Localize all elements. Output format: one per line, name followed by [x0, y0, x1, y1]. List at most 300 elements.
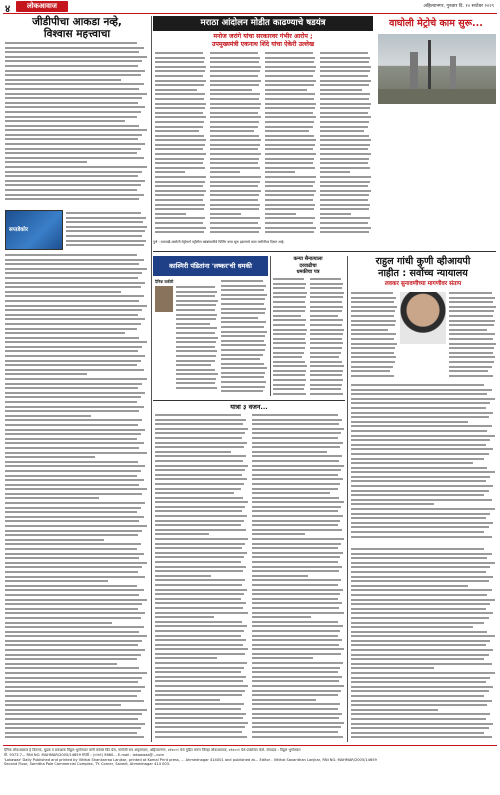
- text-line: [252, 566, 342, 568]
- text-line: [252, 538, 344, 540]
- text-line: [252, 442, 343, 444]
- text-line: [5, 520, 139, 522]
- text-line: [351, 640, 490, 642]
- text-line: [252, 529, 342, 531]
- text-line: [155, 699, 220, 701]
- text-line: [155, 135, 204, 137]
- text-line: [5, 654, 141, 656]
- text-line: [273, 352, 304, 354]
- text-line: [155, 561, 241, 563]
- text-line: [5, 456, 95, 458]
- text-line: [155, 497, 243, 499]
- text-line: [265, 227, 316, 229]
- text-line: [5, 484, 139, 486]
- text-line: [5, 603, 142, 605]
- text-line: [5, 83, 144, 85]
- text-line: [155, 524, 241, 526]
- text-line: [351, 663, 492, 665]
- text-line: [449, 356, 495, 358]
- text-line: [351, 713, 490, 715]
- text-line: [5, 401, 137, 403]
- text-line: [5, 433, 141, 435]
- text-line: [5, 534, 138, 536]
- text-line: [210, 112, 258, 114]
- text-line: [155, 529, 246, 531]
- text-line: [221, 390, 263, 392]
- text-line: [155, 112, 203, 114]
- text-line: [5, 672, 147, 674]
- text-line: [351, 471, 495, 473]
- text-line: [351, 580, 489, 582]
- text-line: [5, 566, 142, 568]
- text-line: [155, 538, 248, 540]
- text-line: [320, 112, 368, 114]
- text-line: [351, 526, 489, 528]
- text-line: [210, 70, 260, 72]
- maratha-subhead: [153, 33, 373, 49]
- text-line: [5, 97, 142, 99]
- text-line: [351, 594, 487, 596]
- text-line: [252, 451, 327, 453]
- text-line: [155, 584, 242, 586]
- text-line: [210, 171, 240, 173]
- text-line: [155, 492, 234, 494]
- text-line: [155, 478, 247, 480]
- text-line: [265, 144, 315, 146]
- kanya-headline-line1: कन्या सैनात्याला: [293, 256, 323, 262]
- text-line: [252, 483, 340, 485]
- text-line: [210, 66, 261, 68]
- text-line: [155, 671, 241, 673]
- text-line: [155, 520, 244, 522]
- text-line: [351, 635, 495, 637]
- text-line: [5, 677, 142, 679]
- text-line: [320, 158, 369, 160]
- text-line: [320, 231, 369, 233]
- text-line: [449, 375, 493, 377]
- paper-name: लोकआवाज: [27, 2, 57, 10]
- text-line: [155, 57, 205, 59]
- text-line: [265, 93, 315, 95]
- text-line: [351, 513, 490, 515]
- text-line: [5, 65, 138, 67]
- rahul-headline-line1: राहुल गांधी कुणी व्हीआयपी: [375, 256, 471, 267]
- text-line: [5, 392, 145, 394]
- text-line: [5, 134, 142, 136]
- text-line: [310, 342, 343, 344]
- text-line: [155, 116, 206, 118]
- text-line: [5, 718, 138, 720]
- text-line: [252, 506, 341, 508]
- lower-rule: [153, 400, 345, 401]
- text-line: [351, 310, 395, 312]
- text-line: [5, 608, 138, 610]
- text-line: [5, 166, 147, 168]
- rahul-col-3: [351, 384, 496, 544]
- text-line: [66, 230, 145, 232]
- text-line: [351, 467, 487, 469]
- text-line: [351, 631, 487, 633]
- text-line: [351, 536, 492, 538]
- text-line: [176, 323, 210, 325]
- text-line: [155, 455, 246, 457]
- text-line: [210, 153, 261, 155]
- text-line: [5, 470, 141, 472]
- text-line: [320, 227, 371, 229]
- text-line: [320, 121, 369, 123]
- text-line: [5, 419, 142, 421]
- metro-photo-ground: [378, 89, 496, 104]
- text-line: [155, 662, 247, 664]
- text-line: [252, 575, 308, 577]
- text-line: [5, 171, 142, 173]
- text-line: [252, 469, 341, 471]
- text-line: [351, 347, 395, 349]
- text-line: [155, 616, 214, 618]
- text-line: [5, 369, 144, 371]
- text-line: [221, 381, 266, 383]
- text-line: [252, 460, 339, 462]
- text-line: [351, 548, 484, 550]
- text-line: [155, 579, 245, 581]
- rahul-subhead: लवकर सुनावणीच्या मागणीवर संताप: [384, 281, 462, 287]
- metro-photo-pillar: [410, 52, 418, 92]
- text-line: [351, 430, 487, 432]
- text-line: [252, 662, 343, 664]
- text-line: [252, 501, 344, 503]
- text-line: [265, 208, 314, 210]
- text-line: [155, 442, 247, 444]
- text-line: [176, 364, 211, 366]
- text-line: [252, 703, 340, 705]
- text-line: [155, 657, 217, 659]
- text-line: [273, 338, 305, 340]
- text-line: [310, 388, 341, 390]
- text-line: [252, 428, 344, 430]
- text-line: [351, 672, 495, 674]
- text-line: [5, 640, 142, 642]
- text-line: [252, 602, 342, 604]
- text-line: [351, 727, 489, 729]
- text-line: [252, 561, 338, 563]
- text-line: [176, 314, 217, 316]
- kanya-col-1: [273, 278, 307, 398]
- text-line: [5, 663, 117, 665]
- maratha-headline-box: [153, 16, 373, 31]
- text-line: [351, 522, 493, 524]
- text-line: [320, 181, 370, 183]
- text-line: [5, 355, 145, 357]
- text-line: [210, 167, 260, 169]
- text-line: [351, 333, 396, 335]
- text-line: [5, 378, 147, 380]
- text-line: [155, 533, 209, 535]
- text-line: [176, 327, 217, 329]
- text-line: [5, 465, 145, 467]
- text-line: [5, 120, 125, 122]
- text-line: [252, 515, 343, 517]
- text-line: [265, 112, 313, 114]
- text-line: [210, 194, 259, 196]
- text-line: [155, 181, 205, 183]
- text-line: [5, 635, 147, 637]
- text-line: [320, 93, 370, 95]
- text-line: [5, 736, 144, 738]
- text-line: [210, 158, 259, 160]
- text-line: [252, 708, 338, 710]
- text-line: [155, 158, 204, 160]
- text-line: [351, 585, 468, 587]
- text-line: [5, 599, 147, 601]
- text-line: [273, 393, 306, 395]
- text-line: [5, 161, 87, 163]
- text-line: [5, 709, 147, 711]
- text-line: [265, 153, 316, 155]
- text-line: [351, 412, 493, 414]
- text-line: [221, 363, 264, 365]
- text-line: [449, 370, 488, 372]
- text-line: [273, 306, 306, 308]
- ad-saptdecor: [5, 210, 63, 250]
- text-line: [155, 70, 205, 72]
- text-line: [351, 306, 397, 308]
- text-line: [221, 340, 264, 342]
- text-line: [351, 531, 484, 533]
- text-line: [351, 562, 495, 564]
- text-line: [5, 589, 144, 591]
- text-line: [320, 84, 369, 86]
- text-line: [265, 57, 315, 59]
- text-line: [5, 571, 138, 573]
- text-line: [210, 89, 252, 91]
- metro-rule: [153, 251, 496, 252]
- kanya-col-2: [310, 278, 344, 398]
- text-line: [5, 562, 147, 564]
- text-line: [351, 654, 489, 656]
- text-line: [449, 310, 494, 312]
- text-line: [252, 648, 344, 650]
- text-line: [273, 278, 304, 280]
- text-line: [155, 621, 242, 623]
- text-line: [265, 217, 315, 219]
- text-line: [320, 204, 370, 206]
- text-line: [155, 676, 246, 678]
- text-line: [265, 231, 314, 233]
- text-line: [155, 717, 243, 719]
- text-line: [351, 320, 396, 322]
- rahul-photo: [400, 292, 446, 344]
- text-line: [310, 287, 342, 289]
- text-line: [155, 685, 248, 687]
- text-line: [5, 704, 121, 706]
- text-line: [155, 465, 248, 467]
- text-line: [273, 374, 305, 376]
- text-line: [5, 649, 145, 651]
- text-line: [351, 398, 495, 400]
- text-line: [265, 116, 316, 118]
- text-line: [252, 593, 340, 595]
- text-line: [320, 52, 368, 54]
- text-line: [351, 480, 486, 482]
- text-line: [155, 423, 243, 425]
- text-line: [449, 324, 494, 326]
- text-line: [155, 66, 206, 68]
- text-line: [252, 552, 343, 554]
- text-line: [210, 199, 258, 201]
- text-line: [5, 713, 142, 715]
- text-line: [265, 107, 315, 109]
- text-line: [5, 56, 147, 58]
- text-line: [221, 289, 264, 291]
- text-line: [155, 185, 203, 187]
- text-line: [252, 533, 305, 535]
- text-line: [351, 576, 493, 578]
- text-line: [310, 315, 338, 317]
- text-line: [351, 599, 495, 601]
- article-gdp-title-line1: जीडीपीचा आकडा नव्हे,: [32, 16, 122, 28]
- text-line: [310, 329, 344, 331]
- text-line: [252, 607, 339, 609]
- text-line: [5, 681, 138, 683]
- text-line: [252, 680, 339, 682]
- text-line: [351, 736, 492, 738]
- text-line: [155, 84, 204, 86]
- text-line: [155, 446, 244, 448]
- text-line: [5, 111, 141, 113]
- text-line: [155, 52, 203, 54]
- text-line: [66, 212, 141, 214]
- text-line: [221, 376, 264, 378]
- text-line: [221, 280, 263, 282]
- text-line: [5, 410, 139, 412]
- text-line: [5, 332, 125, 334]
- rahul-headline: [350, 256, 496, 288]
- text-line: [265, 213, 296, 215]
- text-line: [449, 366, 492, 368]
- text-line: [5, 259, 144, 261]
- text-line: [176, 300, 218, 302]
- text-line: [5, 644, 138, 646]
- text-line: [351, 476, 490, 478]
- masthead-logo-box: [16, 1, 68, 12]
- text-line: [252, 488, 338, 490]
- footer-line4: Second Floor, Sarnitha Pole Commercial Complex, TY. Corner, Savedi, Ahmednagar 414 003.: [4, 762, 171, 767]
- text-line: [351, 416, 489, 418]
- text-line: [351, 571, 486, 573]
- text-line: [351, 494, 484, 496]
- text-line: [265, 89, 307, 91]
- text-line: [5, 488, 147, 490]
- text-line: [265, 121, 314, 123]
- text-line: [273, 283, 306, 285]
- article-gdp-title-line2: विश्वास महत्त्वाचा: [43, 28, 111, 40]
- text-line: [252, 423, 339, 425]
- text-line: [176, 304, 216, 306]
- text-line: [273, 301, 305, 303]
- text-line: [176, 360, 215, 362]
- text-line: [176, 309, 215, 311]
- text-line: [5, 277, 138, 279]
- text-line: [252, 497, 339, 499]
- text-line: [265, 194, 314, 196]
- text-line: [155, 552, 247, 554]
- text-line: [5, 314, 138, 316]
- text-line: [351, 690, 489, 692]
- text-line: [155, 126, 203, 128]
- text-line: [176, 346, 215, 348]
- text-line: [320, 107, 370, 109]
- text-line: [265, 84, 314, 86]
- text-line: [273, 324, 305, 326]
- text-line: [320, 176, 371, 178]
- text-line: [310, 384, 342, 386]
- rahul-lower: [351, 548, 496, 742]
- metro-photo-caption: पुणे : रामवाडी-वाघोली मेट्रोमार्ग पट्टीतील खांबांसाठीचे पिलिंग काम सुरू झाल्याचे काम जमीनीवर दिसत आहे.: [153, 240, 285, 244]
- text-line: [66, 221, 143, 223]
- footer-line3: 'Lokawaz' Daily Published and printed by Vitthal Shankarrao Lanjkar, printed at Komal Print press, ... Ahmednagar 414001 and published at... Editor - Vitthal Savanthan Lanjkar, RNI NO. MAHMAR/2005/14659: [4, 757, 377, 762]
- text-line: [351, 453, 489, 455]
- text-line: [320, 80, 371, 82]
- text-line: [155, 644, 243, 646]
- text-line: [252, 731, 338, 733]
- text-line: [310, 296, 343, 298]
- text-line: [273, 384, 305, 386]
- text-line: [5, 695, 137, 697]
- text-line: [252, 736, 343, 738]
- text-line: [5, 461, 138, 463]
- text-line: [351, 695, 484, 697]
- text-line: [252, 524, 338, 526]
- text-line: [5, 291, 121, 293]
- text-line: [221, 298, 265, 300]
- text-line: [252, 455, 342, 457]
- text-line: [5, 617, 141, 619]
- yatra-title: [153, 403, 345, 411]
- text-line: [5, 387, 138, 389]
- text-line: [310, 324, 342, 326]
- text-line: [320, 199, 368, 201]
- maratha-headline: मराठा आंदोलन मोडीत काढण्याचे षडयंत्र: [200, 18, 326, 28]
- text-line: [351, 626, 473, 628]
- text-line: [155, 566, 246, 568]
- metro-photo-pillar-2: [450, 56, 456, 90]
- text-line: [310, 333, 343, 335]
- text-line: [155, 501, 248, 503]
- text-line: [351, 732, 484, 734]
- text-line: [320, 75, 368, 77]
- text-line: [310, 347, 342, 349]
- maratha-col-2: [210, 52, 262, 237]
- text-line: [252, 465, 344, 467]
- text-line: [155, 222, 203, 224]
- text-line: [210, 135, 259, 137]
- text-line: [155, 506, 245, 508]
- text-line: [351, 407, 486, 409]
- text-line: [320, 167, 370, 169]
- text-line: [5, 548, 137, 550]
- text-line: [252, 722, 344, 724]
- text-line: [310, 356, 339, 358]
- text-line: [351, 485, 493, 487]
- text-line: [210, 103, 261, 105]
- text-line: [310, 292, 344, 294]
- footer-line2: मो. 9373 7... RNI NO. MAHMAR/2005/14659 संपर्क : (०२४१) 9860... E-mail : lokawaaz@...com: [4, 752, 164, 757]
- text-line: [252, 478, 343, 480]
- text-line: [310, 370, 343, 372]
- text-line: [5, 106, 145, 108]
- text-line: [155, 708, 241, 710]
- text-line: [351, 329, 388, 331]
